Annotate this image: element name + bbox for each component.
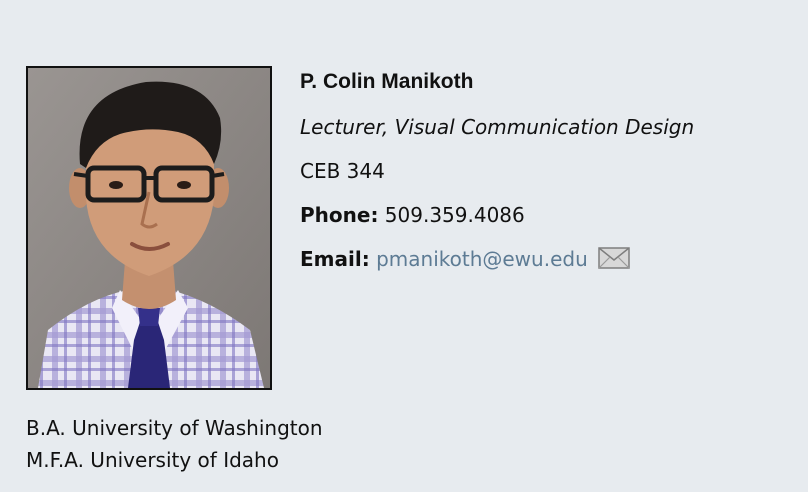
email-label: Email: <box>300 247 370 271</box>
profile-info <box>300 68 790 272</box>
profile-photo <box>26 66 272 390</box>
faculty-title: Lecturer, Visual Communication Design <box>300 115 695 139</box>
email-row <box>300 246 790 272</box>
person-portrait-icon <box>28 68 270 388</box>
office-location: CEB 344 <box>300 159 385 183</box>
phone-row <box>300 202 790 228</box>
education-item: M.F.A. University of Idaho <box>26 448 279 472</box>
email-link[interactable]: pmanikoth@ewu.edu <box>376 247 588 271</box>
education-item: B.A. University of Washington <box>26 416 323 440</box>
phone-label: Phone: <box>300 203 379 227</box>
faculty-name: P. Colin Manikoth <box>300 70 474 93</box>
phone-number: 509.359.4086 <box>384 203 525 227</box>
mail-envelope-icon[interactable] <box>598 247 630 269</box>
education-list <box>26 412 323 476</box>
